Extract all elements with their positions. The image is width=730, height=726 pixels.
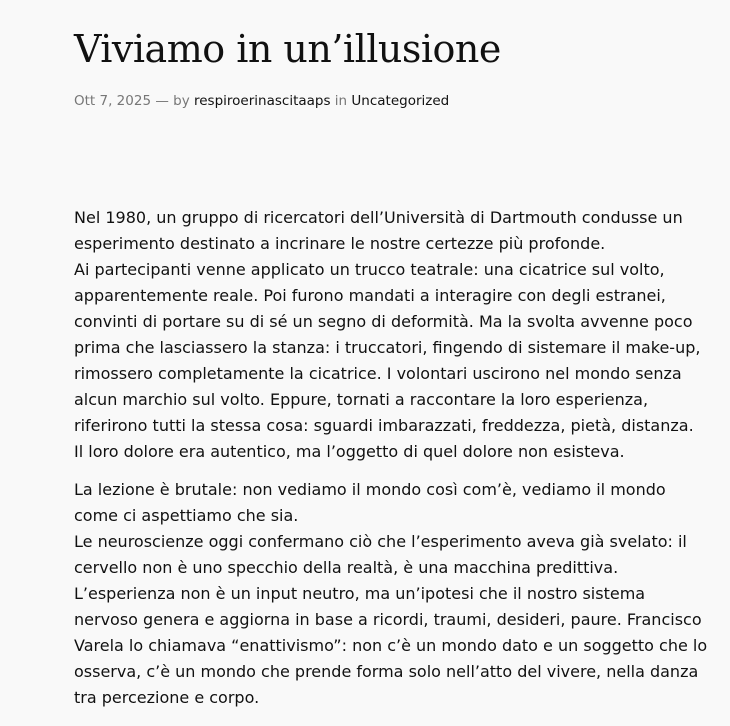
- paragraph-line: rimossero completamente la cicatrice. I volontari uscirono nel mondo senza: [74, 364, 682, 383]
- post-meta: [74, 92, 449, 110]
- paragraph-line: come ci aspettiamo che sia.: [74, 506, 299, 525]
- paragraph-line: convinti di portare su di sé un segno di deformità. Ma la svolta avvenne poco: [74, 312, 693, 331]
- paragraph-line: Ai partecipanti venne applicato un trucco teatrale: una cicatrice sul volto,: [74, 260, 665, 279]
- paragraph-line: cervello non è uno specchio della realtà, è una macchina predittiva.: [74, 558, 619, 577]
- paragraph-line: Varela lo chiamava “enattivismo”: non c’è un mondo dato e un soggetto che lo: [74, 636, 708, 655]
- paragraph-line: esperimento destinato a incrinare le nostre certezze più profonde.: [74, 234, 606, 253]
- paragraph-line: tra percezione e corpo.: [74, 688, 260, 707]
- paragraph-line: Nel 1980, un gruppo di ricercatori dell’Università di Dartmouth condusse un: [74, 208, 683, 227]
- paragraph-line: nervoso genera e aggiorna in base a ricordi, traumi, desideri, paure. Francisco: [74, 610, 702, 629]
- post-date: Ott 7, 2025: [74, 93, 152, 109]
- post-title: Viviamo in un’illusione: [74, 27, 501, 71]
- paragraph-line: Le neuroscienze oggi confermano ciò che l’esperimento aveva già svelato: il: [74, 532, 687, 551]
- paragraph-line: osserva, c’è un mondo che prende forma solo nell’atto del vivere, nella danza: [74, 662, 699, 681]
- paragraph-line: riferirono tutti la stessa cosa: sguardi imbarazzati, freddezza, pietà, distanza.: [74, 416, 694, 435]
- meta-by: by: [173, 93, 194, 109]
- paragraph-line: L’esperienza non è un input neutro, ma un’ipotesi che il nostro sistema: [74, 584, 646, 603]
- paragraph-line: apparentemente reale. Poi furono mandati a interagire con degli estranei,: [74, 286, 666, 305]
- meta-dash: —: [151, 93, 174, 109]
- paragraph-line: prima che lasciassero la stanza: i truccatori, fingendo di sistemare il make-up,: [74, 338, 701, 357]
- author-link[interactable]: respiroerinascitaaps: [194, 93, 331, 109]
- category-link[interactable]: Uncategorized: [351, 93, 450, 109]
- paragraph-line: La lezione è brutale: non vediamo il mondo così com’è, vediamo il mondo: [74, 480, 666, 499]
- paragraph-line: alcun marchio sul volto. Eppure, tornati a raccontare la loro esperienza,: [74, 390, 649, 409]
- paragraph-line: Il loro dolore era autentico, ma l’oggetto di quel dolore non esisteva.: [74, 442, 625, 461]
- body-paragraph: [74, 205, 699, 465]
- meta-in: in: [330, 93, 352, 109]
- body-paragraph: [74, 477, 708, 711]
- post-body: [74, 205, 708, 723]
